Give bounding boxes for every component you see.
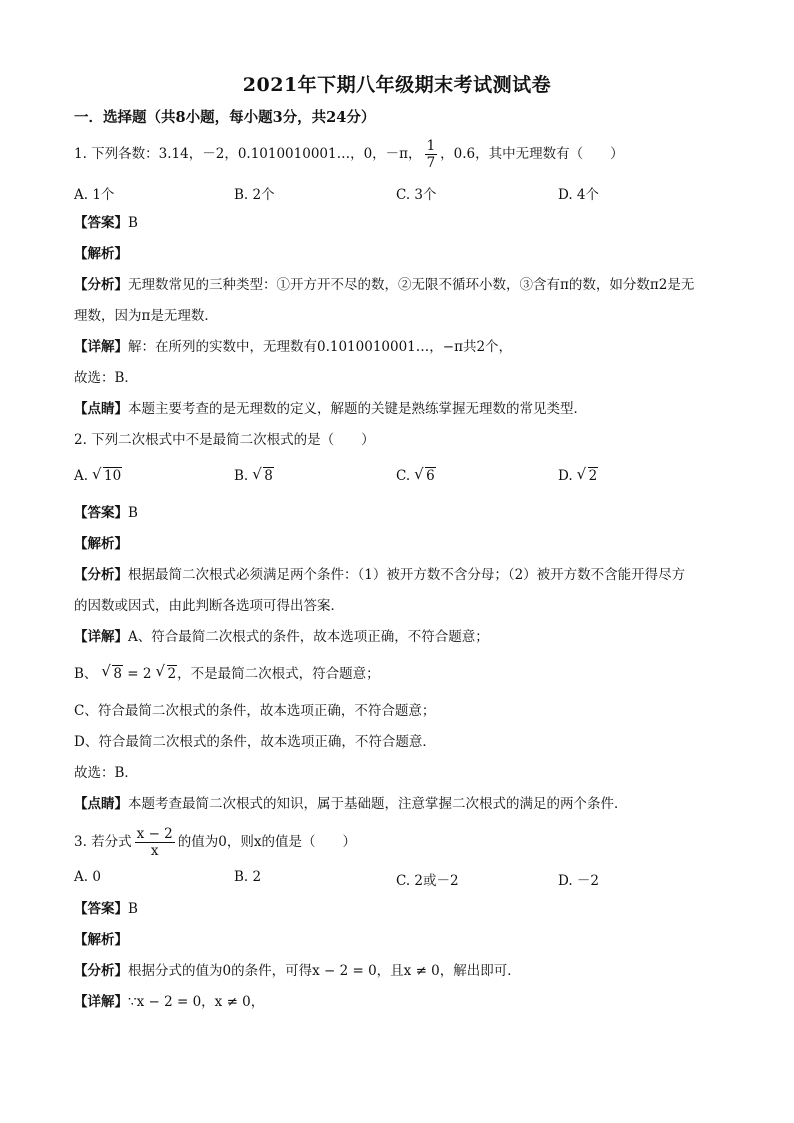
q3-answer: 【答案】B — [74, 901, 138, 917]
q2-fenxi-cont: 的因数或因式，由此判断各选项可得出答案． — [74, 598, 344, 614]
q1-option-a: A. 1个 — [74, 187, 115, 203]
q2-option-b: B. √ 8 — [234, 465, 273, 484]
q3-options — [74, 869, 734, 891]
sqrt-symbol: √ 8 — [101, 662, 123, 682]
q1-fenxi: 【分析】无理数常见的三种类型：①开方开不尽的数，②无限不循环小数，③含有π的数，如分数π2是无 — [74, 277, 695, 293]
q2-conclusion: 故选：B． — [74, 765, 138, 781]
q1-fenxi-cont: 理数，因为π是无理数． — [74, 308, 218, 324]
q2-detail-a: 【详解】A、符合最简二次根式的条件，故本选项正确，不符合题意； — [74, 629, 489, 645]
q2-option-d: D. √ 2 — [558, 465, 598, 484]
q1-comment: 【点睛】本题主要考查的是无理数的定义，解题的关键是熟练掌握无理数的常见类型． — [74, 401, 587, 417]
q2-option-c: C. √ 6 — [396, 465, 435, 484]
page-title: 2021年下期八年级期末考试测试卷 — [242, 74, 552, 96]
q2-comment: 【点睛】本题考查最简二次根式的知识，属于基础题，注意掌握二次根式的满足的两个条件． — [74, 796, 628, 812]
q3-fraction: $\frac{x - 2}{x}$ — [136, 826, 173, 859]
q2-detail-d: D、符合最简二次根式的条件，故本选项正确，不符合题意． — [74, 734, 436, 750]
q2-options — [74, 465, 734, 490]
sqrt-symbol: √ 2 — [155, 662, 177, 682]
q2-option-a: A. √ 10 — [74, 465, 122, 484]
q3-fenxi: 【分析】根据分式的值为0的条件，可得x − 2 = 0，且x ≠ 0，解出即可． — [74, 963, 521, 979]
q3-option-b: B. 2 — [234, 869, 262, 885]
sqrt-symbol: √ 6 — [414, 465, 435, 484]
q1-stem: 1. 下列各数：3.14，－2，0.1010010001…，0，－π， $\frac{1}{7}$ ，0.6，其中无理数有（ ） — [74, 138, 624, 171]
q2-analysis-heading: 【解析】 — [74, 536, 128, 552]
q1-options — [74, 183, 734, 205]
q1-conclusion: 故选：B． — [74, 370, 138, 386]
q3-analysis-heading: 【解析】 — [74, 932, 128, 948]
q1-fraction: $\frac{1}{7}$ — [426, 138, 436, 171]
q1-detail: 【详解】解：在所列的实数中，无理数有0.1010010001…，−π共2个， — [74, 339, 513, 355]
q1-answer: 【答案】B — [74, 215, 138, 231]
q3-option-c: C. 2或－2 — [396, 873, 459, 889]
q2-detail-c: C、符合最简二次根式的条件，故本选项正确，不符合题意； — [74, 703, 436, 719]
q2-answer: 【答案】B — [74, 505, 138, 521]
q2-detail-b: B、 √ 8 = 2 √ 2，不是最简二次根式，符合题意； — [74, 662, 380, 682]
q1-option-d: D. 4个 — [558, 187, 600, 203]
sqrt-symbol: √ 10 — [92, 465, 122, 484]
q3-stem: 3. 若分式 $\frac{x - 2}{x}$ 的值为0，则x的值是（ ） — [74, 826, 356, 859]
q1-option-b: B. 2个 — [234, 187, 275, 203]
q2-stem: 2. 下列二次根式中不是最简二次根式的是（ ） — [74, 432, 375, 448]
q1-option-c: C. 3个 — [396, 187, 437, 203]
sqrt-symbol: √ 2 — [576, 465, 598, 484]
q3-detail: 【详解】∵x − 2 = 0，x ≠ 0， — [74, 994, 265, 1010]
section-heading: 一．选择题（共8小题，每小题3分，共24分） — [74, 109, 376, 126]
sqrt-symbol: √ 8 — [252, 465, 273, 484]
q2-fenxi: 【分析】根据最简二次根式必须满足两个条件：（1）被开方数不含分母；（2）被开方数不含能开得尽方 — [74, 567, 686, 583]
q3-option-a: A. 0 — [74, 869, 101, 885]
q1-analysis-heading: 【解析】 — [74, 246, 128, 262]
q3-option-d: D. －2 — [558, 873, 600, 889]
